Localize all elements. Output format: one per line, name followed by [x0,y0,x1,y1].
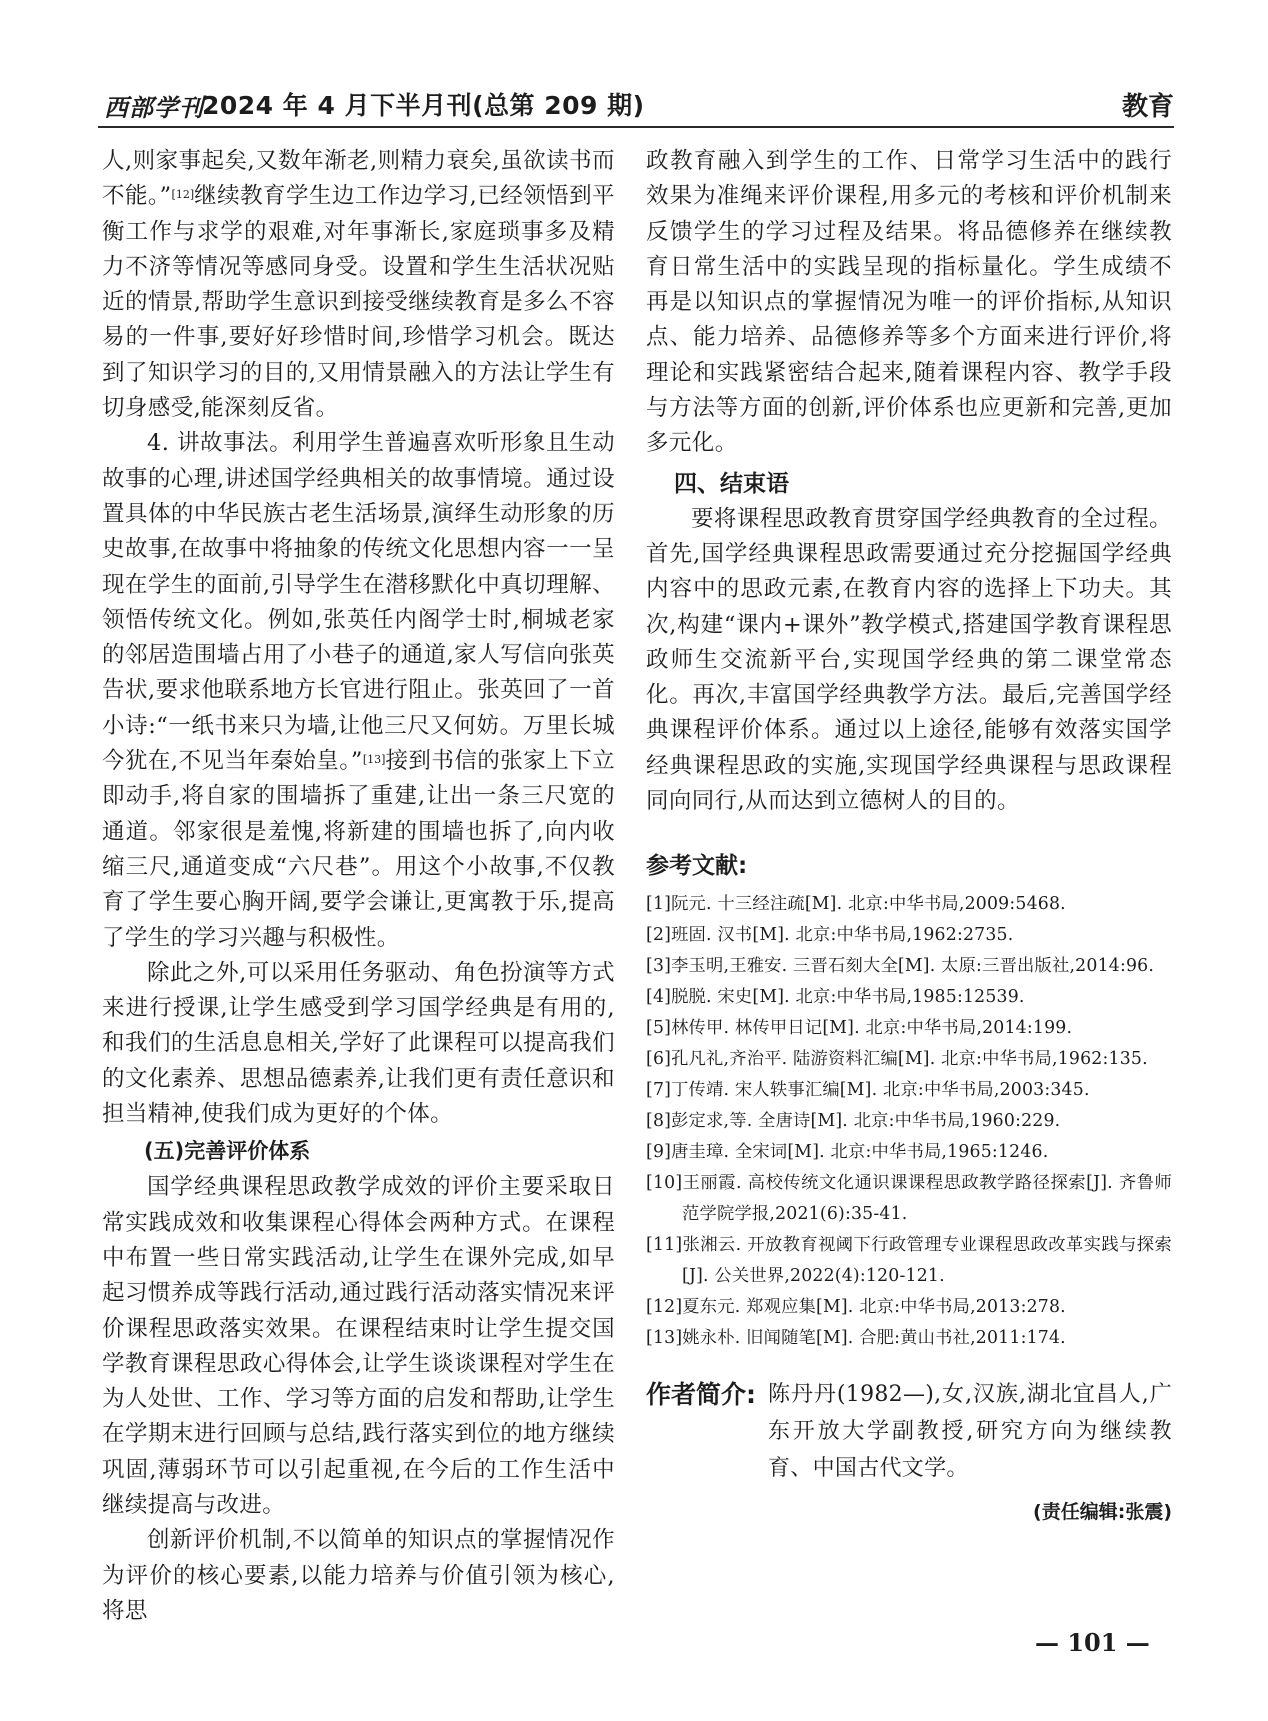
responsible-editor: (责任编辑:张震) [1033,1501,1172,1524]
author-bio-text: 陈丹丹(1982—),女,汉族,湖北宜昌人,广东开放大学副教授,研究方向为继续教育、中国古代文学。 [768,1382,1172,1482]
section-heading: 四、结束语 [674,470,789,497]
reference-item: [2]班固. 汉书[M]. 北京:中华书局,1962:2735. [646,925,1014,946]
reference-item: [13]姚永朴. 旧闻随笔[M]. 合肥:黄山书社,2011:174. [646,1328,1066,1349]
subsection-heading: (五)完善评价体系 [144,1139,311,1164]
reference-item: [7]丁传靖. 宋人轶事汇编[M]. 北京:中华书局,2003:345. [646,1080,1090,1101]
reference-item: [10]王丽霞. 高校传统文化通识课课程思政教学路径探索[J]. 齐鲁师范学院学报,2021(6):35-41. [646,1173,1172,1225]
paragraph: 创新评价机制,不以简单的知识点的掌握情况作为评价的核心要素,以能力培养与价值引领为核心,将思 [102,1527,615,1624]
paragraph: 4. 讲故事法。利用学生普遍喜欢听形象且生动故事的心理,讲述国学经典相关的故事情境。通过设置具体的中华民族古老生活场景,演绎生动形象的历史故事,在故事中将抽象的传统文化思想内容一一呈现在学生的面前,引导学生在潜移默化中真切理解、领悟传统文化。例如,张英任内阁学士时,桐城老家的邻居造围墙占用了小巷子的通道,家人写信向张英告状,要求他联系地方长官进行阻止。张英回了一首小诗:“一纸书来只为墙,让他三尺又何妨。万里长城今犹在,不见当年秦始皇。”[13]接到书信的张家上下立即动手,将自家的围墙拆了重建,让出一条三尺宽的通道。邻家很是羞愧,将新建的围墙也拆了,向内收缩三尺,通道变成“六尺巷”。用这个小故事,不仅教育了学生要心胸开阔,要学会谦让,更寓教于乐,提高了学生的学习兴趣与积极性。 [102,430,615,951]
paragraph: 要将课程思政教育贯穿国学经典教育的全过程。首先,国学经典课程思政需要通过充分挖掘国学经典内容中的思政元素,在教育内容的选择上下功夫。其次,构建“课内+课外”教学模式,搭建国学教育课程思政师生交流新平台,实现国学经典的第二课堂常态化。再次,丰富国学经典教学方法。最后,完善国学经典课程评价体系。通过以上途径,能够有效落实国学经典课程思政的实施,实现国学经典课程与思政课程同向同行,从而达到立德树人的目的。 [646,505,1172,815]
references-heading: 参考文献: [646,853,748,880]
page-number: — 101 — [1035,1628,1150,1657]
paragraph: 除此之外,可以采用任务驱动、角色扮演等方式来进行授课,让学生感受到学习国学经典是有用的,和我们的生活息息相关,学好了此课程可以提高我们的文化素养、思想品德素养,让我们更有责任意识和担当精神,使我们成为更好的个体。 [102,959,615,1128]
reference-item: [6]孔凡礼,齐治平. 陆游资料汇编[M]. 北京:中华书局,1962:135. [646,1049,1148,1070]
reference-item: [8]彭定求,等. 全唐诗[M]. 北京:中华书局,1960:229. [646,1111,1061,1132]
header-rule [98,126,1174,128]
page-header [104,84,1174,122]
reference-item: [5]林传甲. 林传甲日记[M]. 北京:中华书局,2014:199. [646,1018,1073,1039]
reference-item: [12]夏东元. 郑观应集[M]. 北京:中华书局,2013:278. [646,1297,1066,1318]
paragraph: 国学经典课程思政教学成效的评价主要采取日常实践成效和收集课程心得体会两种方式。在课程中布置一些日常实践活动,让学生在课外完成,如早起习惯养成等践行活动,通过践行活动落实情况来评价课程思政落实效果。在课程结束时让学生提交国学教育课程思政心得体会,让学生谈谈课程对学生在为人处世、工作、学习等方面的启发和帮助,让学生在学期末进行回顾与总结,践行落实到位的地方继续巩固,薄弱环节可以引起重视,在今后的工作生活中继续提高与改进。 [102,1174,615,1518]
issue-info: 2024 年 4 月下半月刊(总第 209 期) [202,91,645,120]
reference-item: [1]阮元. 十三经注疏[M]. 北京:中华书局,2009:5468. [646,894,1066,915]
reference-item: [4]脱脱. 宋史[M]. 北京:中华书局,1985:12539. [646,987,1025,1008]
author-bio-label: 作者简介: [646,1380,756,1410]
paragraph: 人,则家事起矣,又数年渐老,则精力衰矣,虽欲读书而不能。”[12]继续教育学生边工作边学习,已经领悟到平衡工作与求学的艰难,对年事渐长,家庭琐事多及精力不济等情况等感同身受。设置和学生生活状况贴近的情景,帮助学生意识到接受继续教育是多么不容易的一件事,要好好珍惜时间,珍惜学习机会。既达到了知识学习的目的,又用情景融入的方法让学生有切身感受,能深刻反省。 [102,148,615,422]
section-name: 教育 [1121,92,1174,122]
reference-item: [3]李玉明,王雅安. 三晋石刻大全[M]. 太原:三晋出版社,2014:96. [646,956,1155,977]
right-column [646,144,1172,1524]
reference-item: [11]张湘云. 开放教育视阈下行政管理专业课程思政改革实践与探索[J]. 公关世界,2022(4):120-121. [646,1235,1172,1287]
references-list [646,889,1172,1354]
reference-item: [9]唐圭璋. 全宋词[M]. 北京:中华书局,1965:1246. [646,1142,1049,1163]
citation-marker: [12] [171,188,195,202]
citation-marker: [13] [362,753,386,767]
left-column [102,144,615,1629]
paragraph: 政教育融入到学生的工作、日常学习生活中的践行效果为准绳来评价课程,用多元的考核和评价机制来反馈学生的学习过程及结果。将品德修养在继续教育日常生活中的实践呈现的指标量化。学生成绩不再是以知识点的掌握情况为唯一的评价指标,从知识点、能力培养、品德修养等多个方面来进行评价,将理论和实践紧密结合起来,随着课程内容、教学手段与方法等方面的创新,评价体系也应更新和完善,更加多元化。 [646,148,1172,457]
journal-logo: 西部学刊 [104,93,204,122]
author-bio [646,1376,1172,1487]
